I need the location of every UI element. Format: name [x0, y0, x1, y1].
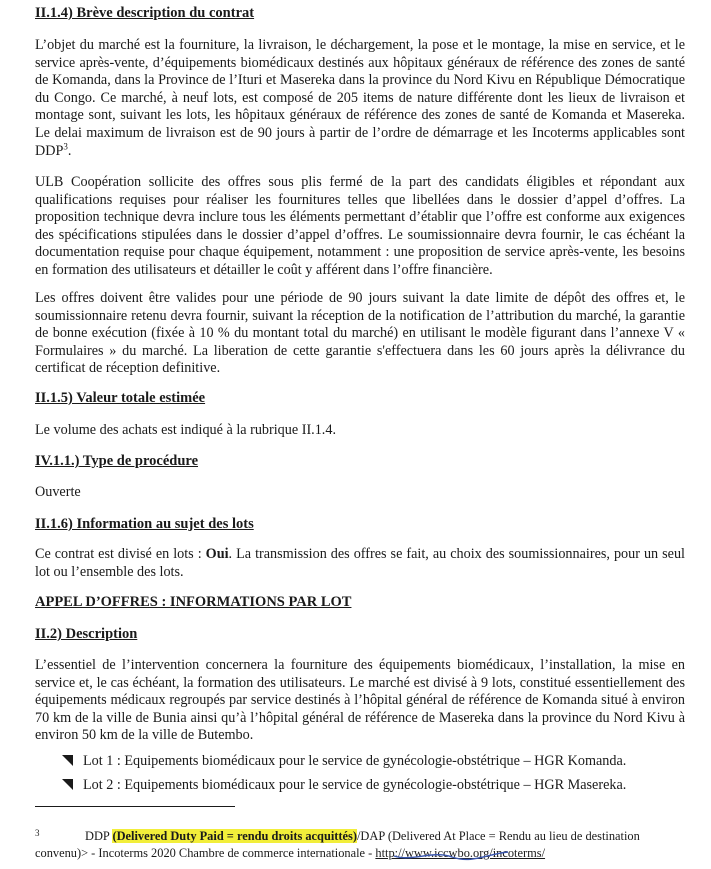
- incoterms-link[interactable]: http://www.iccwbo.org/incoterms/: [375, 846, 546, 860]
- footnote-separator: [35, 806, 235, 807]
- footnote: 3 DDP (Delivered Duty Paid = rendu droits acquittés)/DAP (Delivered At Place = Rendu au lieu de destination convenu)> - Incoterms 2020 Chambre de commerce internationale - http://www.iccwbo.org/incoterms/: [35, 828, 695, 862]
- footnote-marker: 3: [35, 828, 40, 838]
- footnote-ref: 3: [63, 140, 68, 151]
- lot-list-item: Lot 2 : Equipements biomédicaux pour le service de gynécologie-obstétrique – HGR Masereka.: [62, 776, 626, 794]
- handwritten-pen-mark: [392, 848, 512, 866]
- section-heading-lots-info: II.1.6) Information au sujet des lots: [35, 516, 254, 532]
- paragraph-estimated-value: Le volume des achats est indiqué à la rubrique II.1.4.: [35, 422, 336, 438]
- section-heading-tender-lots: APPEL D’OFFRES : INFORMATIONS PAR LOT: [35, 594, 352, 610]
- paragraph-intervention-description: L’essentiel de l’intervention concernera la fourniture des équipements biomédicaux, l’installation, la mise en service et, le cas échéant, la formation des utilisateurs. Le marché est divisé à 9 lots, constitué essentiellement des équipements médicaux regroupés par service destinés à l’hôpital général de référence de Komanda situé à environ 70 km de la ville de Bunia ainsi qu’à l’hôpital général de référence de Masereka dans la province du Nord Kivu à environ 50 km de la ville de Butembo.: [35, 657, 685, 744]
- paragraph-lots-info: Ce contrat est divisé en lots : Oui. La transmission des offres se fait, au choix des soumissionnaires, pour un seul lot ou l’ensemble des lots.: [35, 546, 685, 580]
- paragraph-offers-request: ULB Coopération sollicite des offres sous plis fermé de la part des candidats éligibles et répondant aux qualifications requises pour réaliser les fournitures telles que libellées dans le dossier d’appel d’offres. La proposition technique devra inclure tous les éléments permettant d’établir que l’offre est conforme aux exigences des spécifications stipulées dans le dossier d’appel d’offres. Le soumissionnaire devra fournir, le cas échéant la documentation requise pour chaque équipement, notamment : une proposition de service après-vente, les besoins en formation des utilisateurs et détailler le coût y afférent dans l’offre financière.: [35, 174, 685, 278]
- section-heading-contract-description: II.1.4) Brève description du contrat: [35, 5, 255, 21]
- bullet-arrow-icon: [62, 755, 73, 766]
- paragraph-procedure-type: Ouverte: [35, 484, 81, 500]
- section-heading-description: II.2) Description: [35, 626, 138, 642]
- paragraph-offer-validity: Les offres doivent être valides pour une période de 90 jours suivant la date limite de dépôt des offres et, le soumissionnaire retenu devra fournir, suivant la réception de la notification de l’attribution du marché, la garantie de bonne exécution (fixée à 10 % du montant total du marché) en utilisant le modèle figurant dans l’annexe V « Formulaires » du marché. La liberation de cette garantie s'effectuera dans les 60 jours après la délivrance du certificat de réception definitive.: [35, 290, 685, 377]
- section-heading-estimated-value: II.1.5) Valeur totale estimée: [35, 390, 206, 406]
- lot-list-item: Lot 1 : Equipements biomédicaux pour le service de gynécologie-obstétrique – HGR Komanda.: [62, 752, 626, 770]
- bullet-arrow-icon: [62, 779, 73, 790]
- paragraph-contract-object: L’objet du marché est la fourniture, la livraison, le déchargement, la pose et le montage, la mise en service, et le service après-vente, d’équipements biomédicaux destinés aux hôpitaux généraux de référence des zones de santé de Komanda, dans la Province de l’Ituri et Masereka dans la province du Nord Kivu en République Démocratique du Congo. Ce marché, à neuf lots, est composé de 205 items de nature différente dont les lieux de livraison et montage sont, suivant les lots, les hôpitaux généraux de référence des zones de santé de Komanda et Masereka. Le delai maximum de livraison est de 90 jours à partir de l’ordre de démarrage et les Incoterms applicables sont DDP$^3$.: [35, 37, 685, 159]
- section-heading-procedure-type: IV.1.1.) Type de procédure: [35, 453, 199, 469]
- highlighted-text: (Delivered Duty Paid = rendu droits acquittés): [112, 829, 357, 843]
